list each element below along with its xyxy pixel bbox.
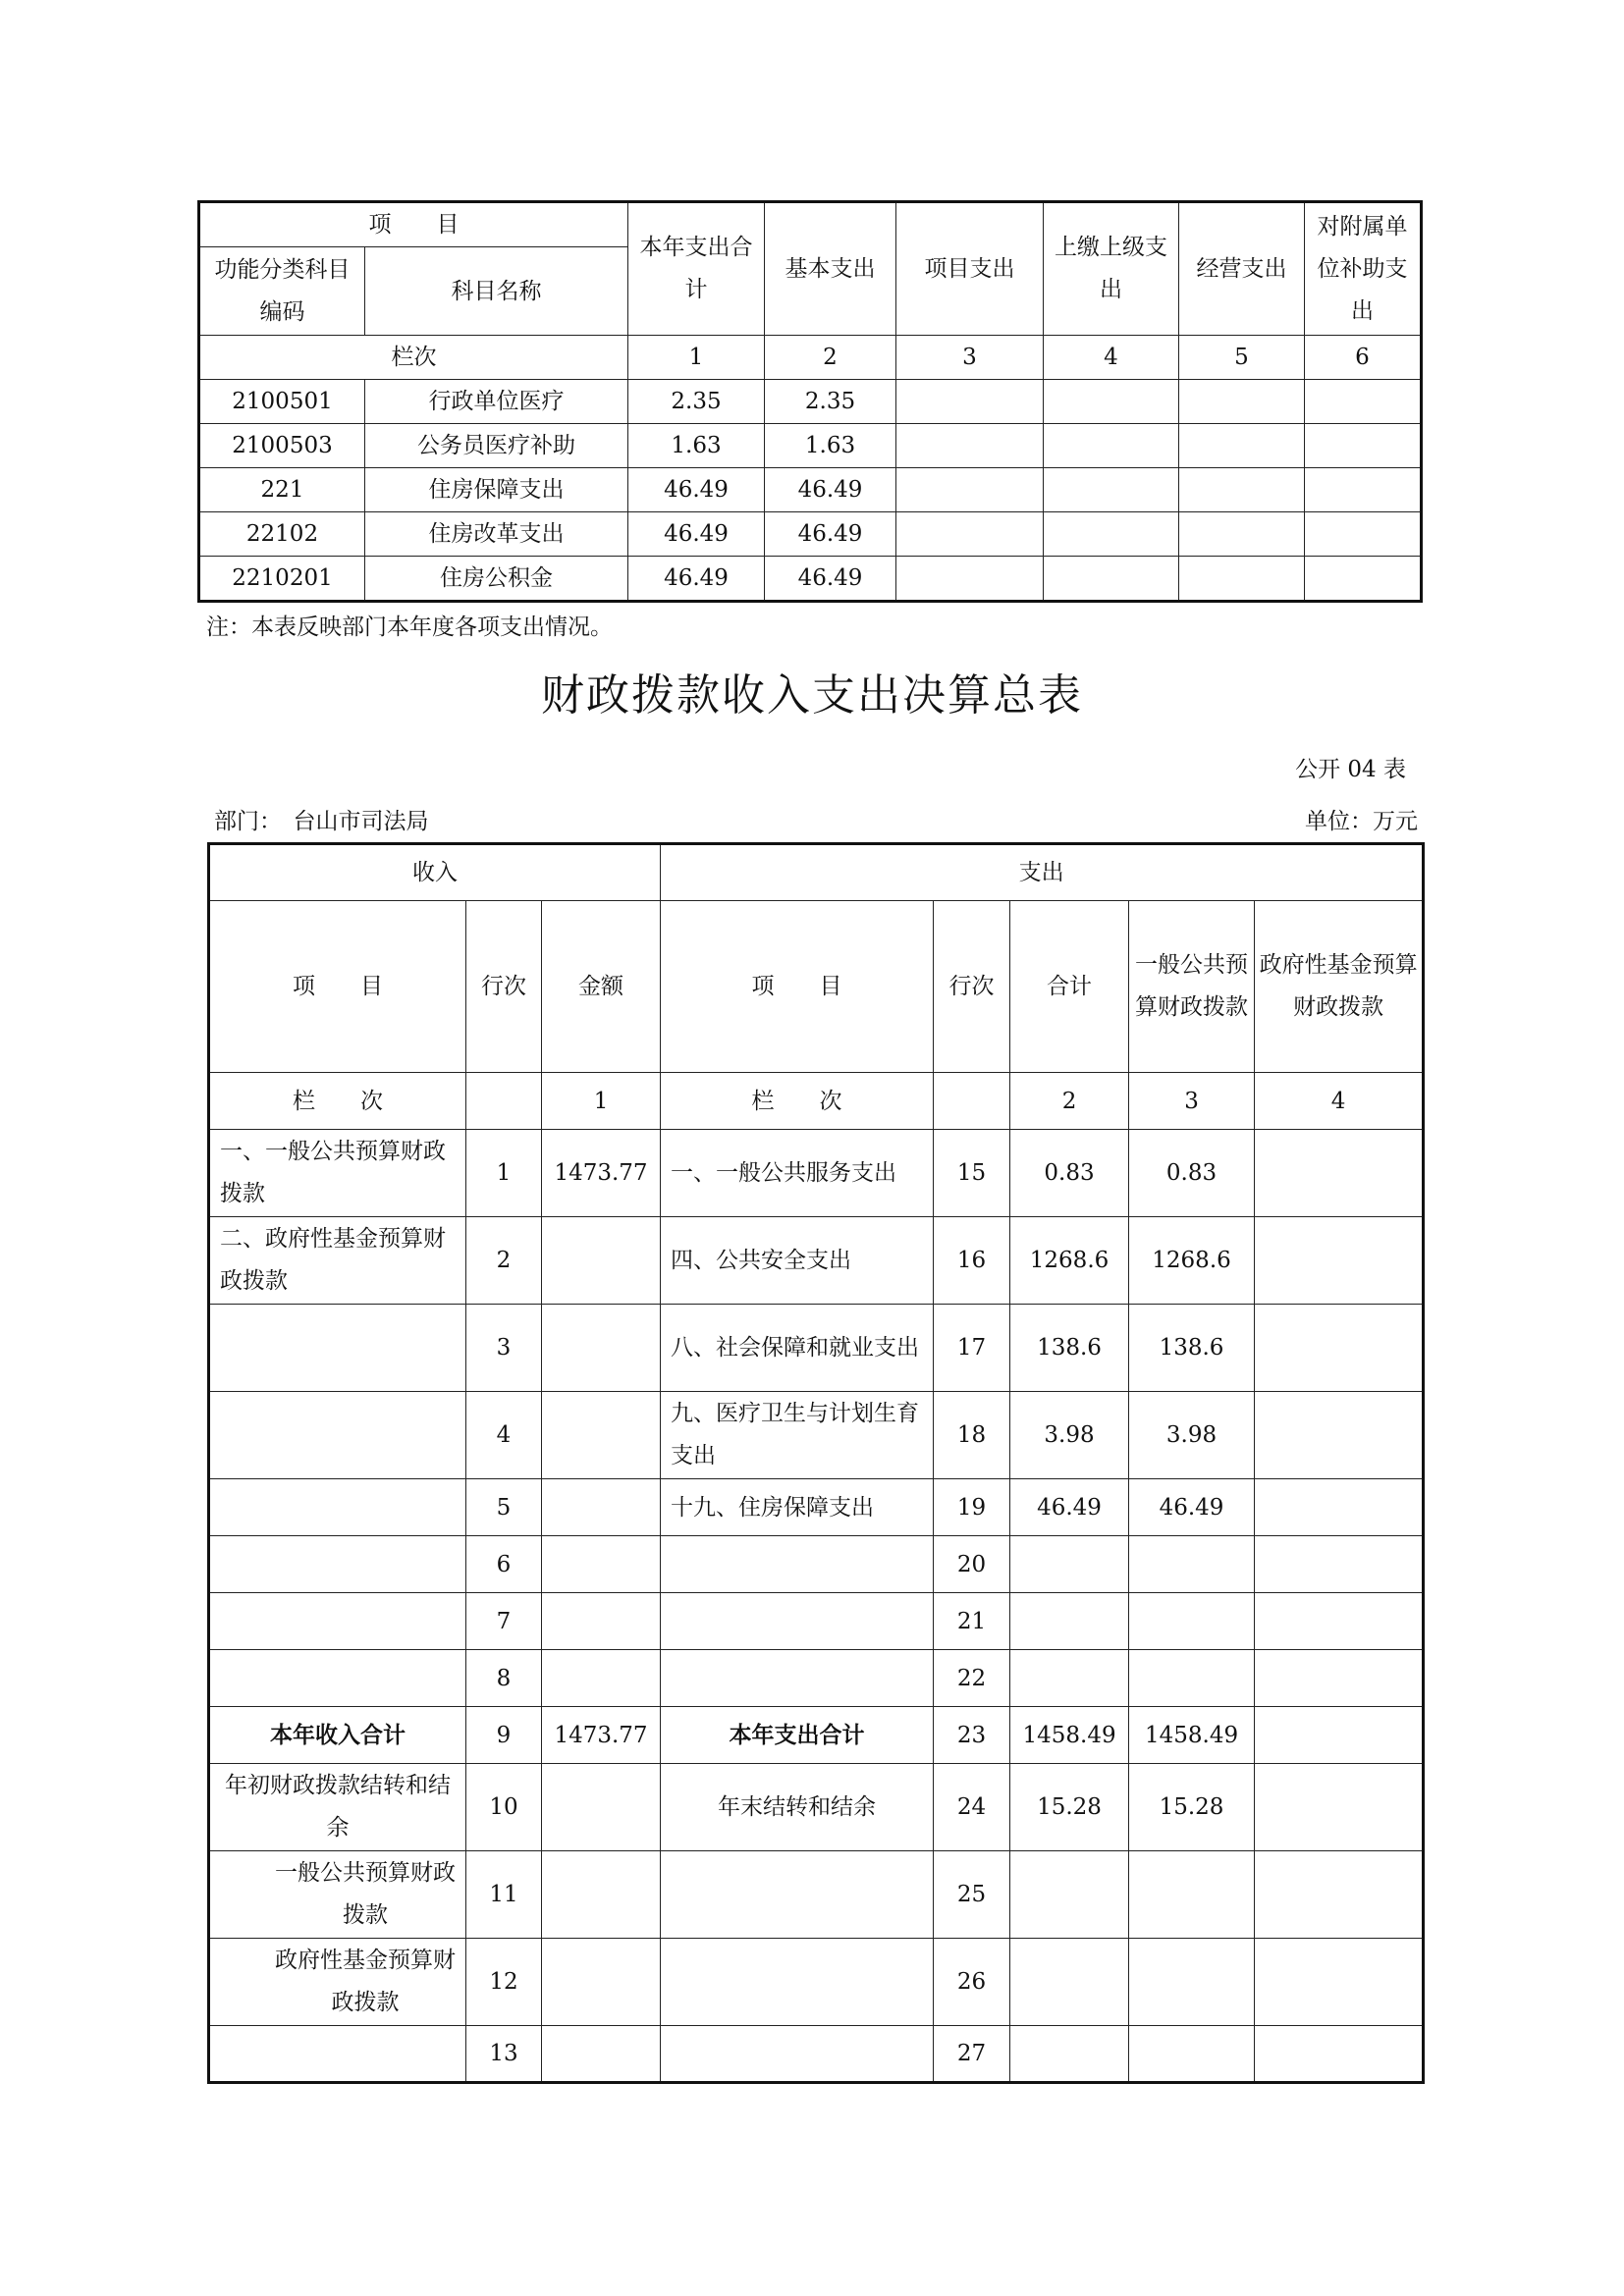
income-item <box>209 1479 466 1536</box>
empty-cell <box>1305 468 1422 512</box>
expense-total <box>1010 1851 1129 1939</box>
expense-fund <box>1255 1707 1424 1764</box>
empty-cell <box>896 380 1044 424</box>
table-row <box>209 1593 1424 1650</box>
col-num: 5 <box>1179 336 1305 380</box>
name-cell: 住房改革支出 <box>365 512 628 557</box>
table-row <box>209 1392 1424 1479</box>
income-row-num: 8 <box>466 1650 542 1707</box>
table-row <box>209 1130 1424 1217</box>
expense-item: 九、医疗卫生与计划生育支出 <box>661 1392 934 1479</box>
header-subsidy: 对附属单位补助支出 <box>1305 202 1422 336</box>
expense-total <box>1010 1939 1129 2026</box>
code-cell: 221 <box>199 468 365 512</box>
income-item: 二、政府性基金预算财政拨款 <box>209 1217 466 1305</box>
expense-total: 46.49 <box>1010 1479 1129 1536</box>
total-cell: 46.49 <box>628 468 765 512</box>
income-row-num: 7 <box>466 1593 542 1650</box>
expense-general <box>1129 1593 1255 1650</box>
col-num: 3 <box>1129 1073 1255 1130</box>
income-amount: 1473.77 <box>542 1130 661 1217</box>
name-cell: 住房保障支出 <box>365 468 628 512</box>
income-row-num: 9 <box>466 1707 542 1764</box>
income-amount <box>542 1479 661 1536</box>
empty-cell <box>896 557 1044 602</box>
header-total: 本年支出合计 <box>628 202 765 336</box>
income-item <box>209 1593 466 1650</box>
empty-cell <box>1305 424 1422 468</box>
header-code: 功能分类科目编码 <box>199 247 365 336</box>
empty-cell <box>1179 468 1305 512</box>
expense-row-num: 21 <box>934 1593 1010 1650</box>
income-amount <box>542 1851 661 1939</box>
expense-row-num: 22 <box>934 1650 1010 1707</box>
income-item-header: 项 目 <box>209 901 466 1073</box>
expense-item <box>661 1851 934 1939</box>
table-note: 注：本表反映部门本年度各项支出情况。 <box>206 614 613 640</box>
income-amount <box>542 1764 661 1851</box>
empty-cell <box>1305 380 1422 424</box>
name-cell: 住房公积金 <box>365 557 628 602</box>
header-item: 项 目 <box>199 202 628 247</box>
income-item: 一般公共预算财政拨款 <box>209 1851 466 1939</box>
form-number: 公开 04 表 <box>1295 757 1406 782</box>
income-row-num: 4 <box>466 1392 542 1479</box>
col-num: 1 <box>542 1073 661 1130</box>
expense-total: 1458.49 <box>1010 1707 1129 1764</box>
table-row <box>199 380 1422 424</box>
expense-total: 3.98 <box>1010 1392 1129 1479</box>
empty-cell <box>1044 424 1179 468</box>
income-total-label: 本年收入合计 <box>209 1707 466 1764</box>
total-cell: 1.63 <box>628 424 765 468</box>
expense-total: 1268.6 <box>1010 1217 1129 1305</box>
expense-general <box>1129 1939 1255 2026</box>
income-amount: 1473.77 <box>542 1707 661 1764</box>
header-basic: 基本支出 <box>765 202 896 336</box>
table-row <box>209 1851 1424 1939</box>
table-row <box>199 557 1422 602</box>
table-row <box>209 1305 1424 1392</box>
table-row <box>209 1764 1424 1851</box>
table-row <box>199 424 1422 468</box>
empty-cell <box>934 1073 1010 1130</box>
expense-total <box>1010 1593 1129 1650</box>
empty-cell <box>896 512 1044 557</box>
empty-cell <box>1044 468 1179 512</box>
income-amount <box>542 1392 661 1479</box>
expense-row-num: 23 <box>934 1707 1010 1764</box>
col-num: 1 <box>628 336 765 380</box>
expense-fund <box>1255 1536 1424 1593</box>
income-amount <box>542 1217 661 1305</box>
empty-cell <box>1179 424 1305 468</box>
empty-cell <box>466 1073 542 1130</box>
expense-item <box>661 1536 934 1593</box>
expense-row-num: 26 <box>934 1939 1010 2026</box>
empty-cell <box>1179 380 1305 424</box>
income-item <box>209 1536 466 1593</box>
expense-col-label: 栏 次 <box>661 1073 934 1130</box>
income-header: 收入 <box>209 844 661 901</box>
expense-row-num-header: 行次 <box>934 901 1010 1073</box>
page-title: 财政拨款收入支出决算总表 <box>541 670 1083 721</box>
empty-cell <box>1044 380 1179 424</box>
empty-cell <box>896 424 1044 468</box>
expense-item: 十九、住房保障支出 <box>661 1479 934 1536</box>
code-cell: 2210201 <box>199 557 365 602</box>
expense-row-num: 15 <box>934 1130 1010 1217</box>
table-row <box>199 512 1422 557</box>
expense-item <box>661 1593 934 1650</box>
income-amount <box>542 1939 661 2026</box>
col-num: 4 <box>1044 336 1179 380</box>
expense-row-num: 24 <box>934 1764 1010 1851</box>
empty-cell <box>896 468 1044 512</box>
header-project: 项目支出 <box>896 202 1044 336</box>
expense-fund <box>1255 1130 1424 1217</box>
expense-general: 138.6 <box>1129 1305 1255 1392</box>
income-item <box>209 2026 466 2083</box>
unit-label: 单位：万元 <box>1305 809 1418 834</box>
expense-general: 46.49 <box>1129 1479 1255 1536</box>
income-item <box>209 1392 466 1479</box>
expense-total: 138.6 <box>1010 1305 1129 1392</box>
table-row <box>209 1479 1424 1536</box>
income-item <box>209 1305 466 1392</box>
summary-table <box>207 842 1425 2084</box>
expense-fund <box>1255 1593 1424 1650</box>
empty-cell <box>1179 557 1305 602</box>
income-amount <box>542 2026 661 2083</box>
expense-general <box>1129 1650 1255 1707</box>
income-row-num-header: 行次 <box>466 901 542 1073</box>
header-name: 科目名称 <box>365 247 628 336</box>
income-amount <box>542 1593 661 1650</box>
empty-cell <box>1305 512 1422 557</box>
expense-row-num: 25 <box>934 1851 1010 1939</box>
department-label: 部门： 台山市司法局 <box>214 809 429 834</box>
expense-fund <box>1255 1479 1424 1536</box>
income-amount <box>542 1650 661 1707</box>
expense-total-label: 本年支出合计 <box>661 1707 934 1764</box>
total-header: 合计 <box>1010 901 1129 1073</box>
header-business: 经营支出 <box>1179 202 1305 336</box>
income-row-num: 11 <box>466 1851 542 1939</box>
col-num: 6 <box>1305 336 1422 380</box>
income-amount <box>542 1536 661 1593</box>
basic-cell: 46.49 <box>765 512 896 557</box>
expense-row-num: 27 <box>934 2026 1010 2083</box>
expense-total: 0.83 <box>1010 1130 1129 1217</box>
general-budget-header: 一般公共预算财政拨款 <box>1129 901 1255 1073</box>
expense-fund <box>1255 1851 1424 1939</box>
code-cell: 22102 <box>199 512 365 557</box>
expense-fund <box>1255 1217 1424 1305</box>
expense-general: 15.28 <box>1129 1764 1255 1851</box>
income-amount <box>542 1305 661 1392</box>
income-row-num: 1 <box>466 1130 542 1217</box>
expense-row-num: 19 <box>934 1479 1010 1536</box>
expense-total <box>1010 1650 1129 1707</box>
name-cell: 行政单位医疗 <box>365 380 628 424</box>
col-num: 2 <box>765 336 896 380</box>
expense-item: 年末结转和结余 <box>661 1764 934 1851</box>
expense-fund <box>1255 1392 1424 1479</box>
table-row <box>209 2026 1424 2083</box>
empty-cell <box>1044 557 1179 602</box>
expense-general: 1268.6 <box>1129 1217 1255 1305</box>
income-row-num: 13 <box>466 2026 542 2083</box>
expense-row-num: 16 <box>934 1217 1010 1305</box>
expense-item <box>661 2026 934 2083</box>
basic-cell: 2.35 <box>765 380 896 424</box>
income-item: 政府性基金预算财政拨款 <box>209 1939 466 2026</box>
table-row <box>199 468 1422 512</box>
expense-item: 一、一般公共服务支出 <box>661 1130 934 1217</box>
expense-general: 0.83 <box>1129 1130 1255 1217</box>
income-row-num: 5 <box>466 1479 542 1536</box>
expense-fund <box>1255 1764 1424 1851</box>
income-row-num: 2 <box>466 1217 542 1305</box>
empty-cell <box>1179 512 1305 557</box>
header-upper: 上缴上级支出 <box>1044 202 1179 336</box>
income-row-num: 12 <box>466 1939 542 2026</box>
expense-total <box>1010 1536 1129 1593</box>
income-row-num: 10 <box>466 1764 542 1851</box>
income-row-num: 3 <box>466 1305 542 1392</box>
income-item <box>209 1650 466 1707</box>
code-cell: 2100501 <box>199 380 365 424</box>
expense-total <box>1010 2026 1129 2083</box>
expense-item-header: 项 目 <box>661 901 934 1073</box>
totals-row <box>209 1707 1424 1764</box>
name-cell: 公务员医疗补助 <box>365 424 628 468</box>
expenditure-table <box>197 200 1423 603</box>
gov-fund-header: 政府性基金预算财政拨款 <box>1255 901 1424 1073</box>
expense-item: 八、社会保障和就业支出 <box>661 1305 934 1392</box>
expense-fund <box>1255 2026 1424 2083</box>
total-cell: 46.49 <box>628 512 765 557</box>
income-item: 一、一般公共预算财政拨款 <box>209 1130 466 1217</box>
expense-general: 1458.49 <box>1129 1707 1255 1764</box>
expense-row-num: 17 <box>934 1305 1010 1392</box>
empty-cell <box>1305 557 1422 602</box>
expense-row-num: 18 <box>934 1392 1010 1479</box>
basic-cell: 46.49 <box>765 557 896 602</box>
expense-item <box>661 1650 934 1707</box>
col-num: 4 <box>1255 1073 1424 1130</box>
total-cell: 2.35 <box>628 380 765 424</box>
total-cell: 46.49 <box>628 557 765 602</box>
table-row <box>209 1939 1424 2026</box>
table-row <box>209 1650 1424 1707</box>
expense-item: 四、公共安全支出 <box>661 1217 934 1305</box>
col-num: 2 <box>1010 1073 1129 1130</box>
table-row <box>209 1217 1424 1305</box>
expense-fund <box>1255 1650 1424 1707</box>
expense-item <box>661 1939 934 2026</box>
expense-general: 3.98 <box>1129 1392 1255 1479</box>
expense-general <box>1129 2026 1255 2083</box>
col-label: 栏次 <box>199 336 628 380</box>
col-num: 3 <box>896 336 1044 380</box>
expense-row-num: 20 <box>934 1536 1010 1593</box>
empty-cell <box>1044 512 1179 557</box>
expense-total: 15.28 <box>1010 1764 1129 1851</box>
table-row <box>209 1536 1424 1593</box>
expense-general <box>1129 1851 1255 1939</box>
amount-header: 金额 <box>542 901 661 1073</box>
expense-fund <box>1255 1939 1424 2026</box>
income-item: 年初财政拨款结转和结余 <box>209 1764 466 1851</box>
expense-general <box>1129 1536 1255 1593</box>
basic-cell: 46.49 <box>765 468 896 512</box>
basic-cell: 1.63 <box>765 424 896 468</box>
expense-fund <box>1255 1305 1424 1392</box>
income-col-label: 栏 次 <box>209 1073 466 1130</box>
income-row-num: 6 <box>466 1536 542 1593</box>
code-cell: 2100503 <box>199 424 365 468</box>
expense-header: 支出 <box>661 844 1424 901</box>
